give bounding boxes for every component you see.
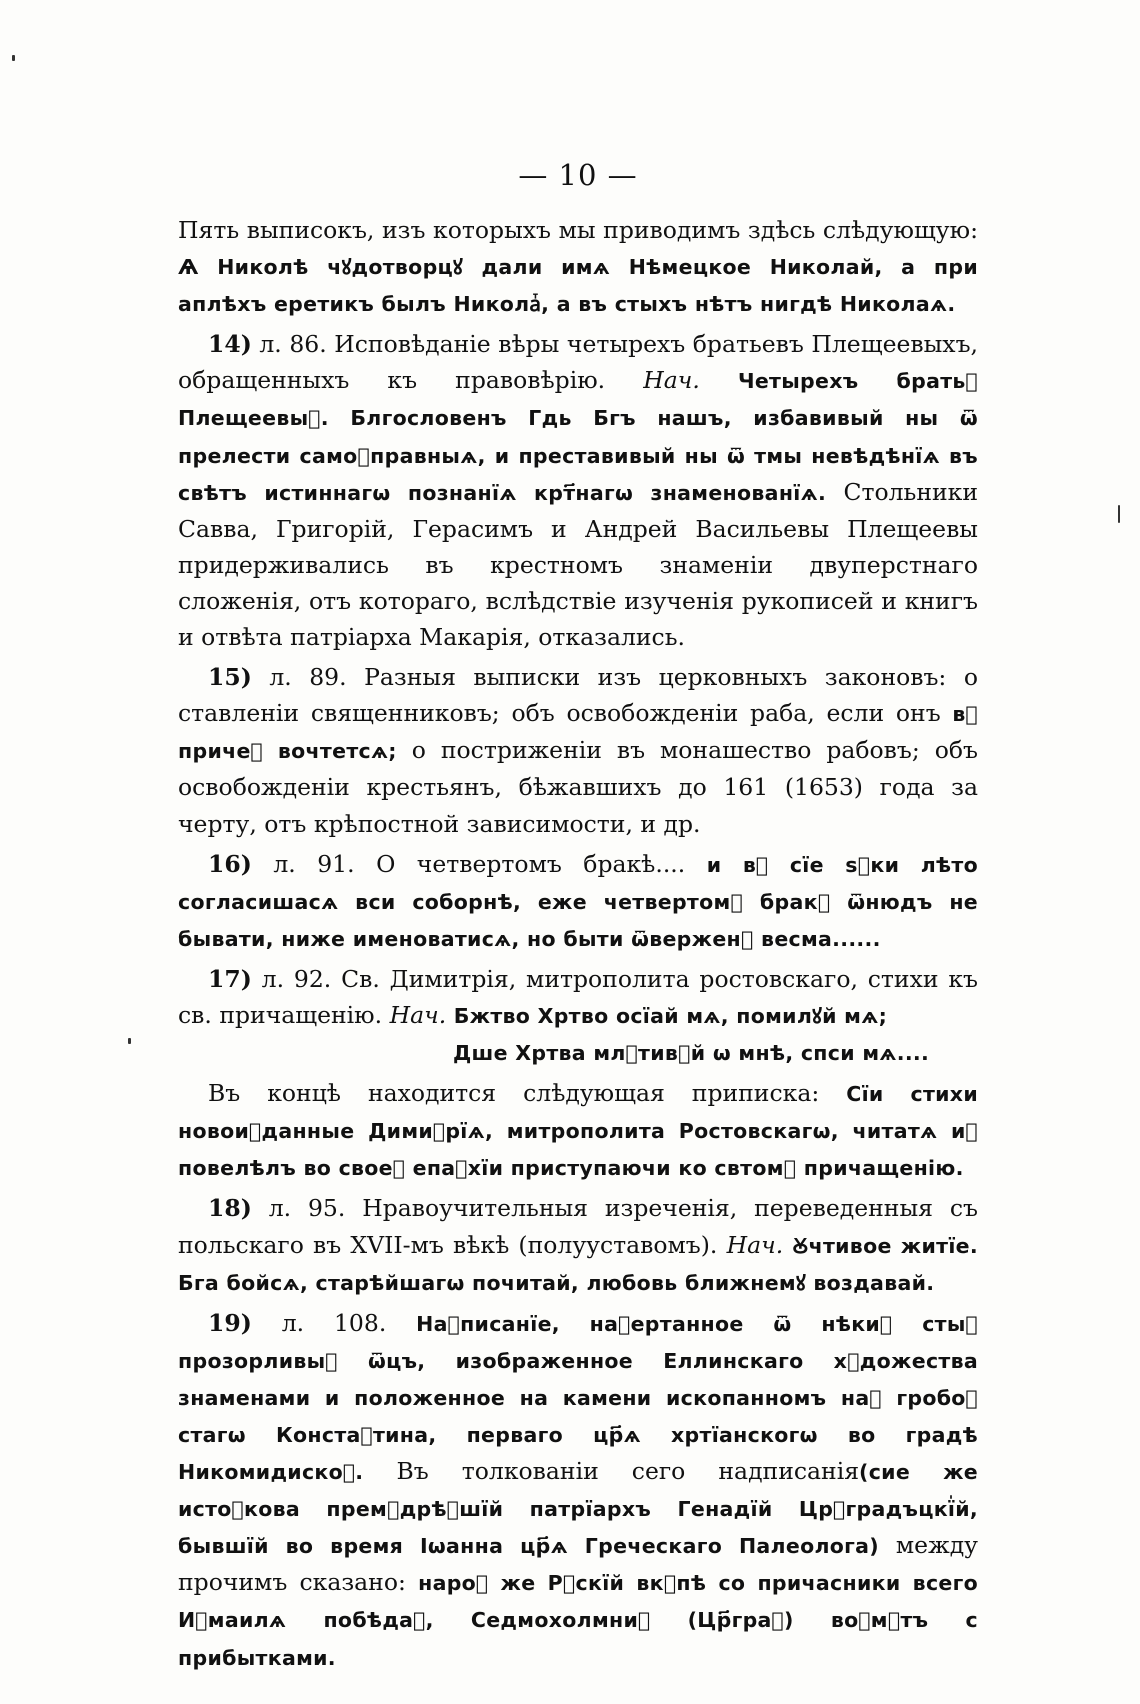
entry-17 — [178, 961, 978, 1034]
intro-text: Пять выписокъ, изъ которыхъ мы приводимъ здѣсь слѣдующую: — [178, 216, 978, 244]
folio-ref: л. 86. — [259, 330, 327, 359]
entry-14 — [178, 326, 978, 655]
entry-number: 19) — [208, 1308, 252, 1337]
entry-number: 17) — [208, 964, 252, 993]
slavonic-quote: вⷱ причеⷮ вочтетсѧ; — [178, 702, 978, 764]
slavonic-quote: (сие же истоⷱкова премꙋдрѣⷭшїй патрїархъ Генадїй Црⷭградъцкїй, бывшїй во время Іѡанна цр҃ѧ Греческаго Палеолога) — [178, 1460, 978, 1559]
entry-text: Исповѣданіе вѣры четырехъ братьевъ Плещеевыхъ, обращенныхъ къ правовѣрію. — [178, 330, 978, 395]
folio-ref: л. 89. — [269, 663, 347, 692]
page-number: — 10 — — [518, 158, 638, 192]
entry-number: 16) — [208, 849, 252, 878]
slavonic-quote: Сїи стихи новоиⷣданные Димиⷮрїѧ, митрополита Ростовскагѡ, читатѧ иⷯ повелѣлъ во своеⷨ епаⷬхїи приступаючи ко свтомꙋ причащенію. — [178, 1082, 978, 1181]
note-paragraph — [178, 1075, 978, 1186]
verse-line — [178, 1034, 978, 1071]
print-speck — [128, 1038, 131, 1044]
entry-text: О четвертомъ бракѣ.... — [376, 849, 686, 878]
entry-text: Въ толкованіи сего надписанія — [396, 1457, 860, 1486]
folio-ref: л. 92. — [261, 964, 332, 993]
entry-text: Разныя выписки изъ церковныхъ законовъ: о ставленіи священниковъ; объ освобожденіи раба, если онъ — [178, 663, 978, 728]
entry-text: Въ концѣ находится слѣдующая приписка: — [208, 1079, 820, 1108]
incipit-label: Нач. — [643, 366, 700, 395]
entry-number: 18) — [208, 1194, 252, 1223]
slavonic-quote: Бжтво Хртво осїай мѧ, помилꙋй мѧ; — [453, 1003, 888, 1028]
slavonic-quote: Четырехъ братьⷡ Плещеевыⷯ. Блгословенъ Гдь Бгъ нашъ, избавивый ны ѿ прелести самоꙋправныѧ, и преставивый ны ѿ тмы невѣдѣнїѧ въ свѣтъ истиннагѡ познанїѧ крт҃нагѡ знаменованїѧ. — [178, 369, 978, 505]
entry-text: Нравоучительныя изреченія, переведенныя съ польскаго въ XVII-мъ вѣкѣ (полууставомъ). — [178, 1194, 978, 1259]
slavonic-quote: нароⷣ же Рꙋскїй вкꙋпѣ со причасники всего Иⷥмаилѧ побѣдаⷮ, Седмохолмниⷤ (Цр҃граⷣ) воⷭмꙋтъ с прибытками. — [178, 1571, 978, 1670]
entry-text: Св. Димитрія, митрополита ростовскаго, стихи къ св. причащенію. — [178, 964, 978, 1029]
entry-text: о постриженіи въ монашество рабовъ; объ освобожденіи крестьянъ, бѣжавшихъ до 161 (1653) года за черту, отъ крѣпостной зависимости, и др. — [178, 736, 978, 838]
folio-ref: л. 95. — [268, 1194, 346, 1223]
slavonic-quote: и вⷭ сїе ѕꙋки лѣто согласишасѧ вси соборнѣ, еже четвертомꙋ бракꙋ ѿнюдъ не бывати, ниже именоватисѧ, но быти ѿверженꙋ весма...... — [178, 852, 978, 951]
folio-ref: л. 108. — [281, 1308, 387, 1337]
intro-paragraph — [178, 212, 978, 322]
incipit-label: Нач. — [389, 1000, 447, 1029]
entry-19 — [178, 1305, 978, 1676]
entry-16 — [178, 846, 978, 957]
folio-ref: л. 91. — [273, 849, 355, 878]
slavonic-quote: Ѧ Николѣ чꙋдотворцꙋ дали имѧ Нѣмецкое Николай, а при аплѣхъ еретикъ былъ Николаⷮ, а въ стыхъ нѣтъ нигдѣ Николаѧ. — [178, 255, 978, 317]
document-page — [178, 158, 978, 1676]
entry-text: Стольники Савва, Григорій, Герасимъ и Андрей Васильевы Плещеевы придерживались въ крестномъ знаменіи двуперстнаго сложенія, отъ котораго, вслѣдствіе изученія рукописей и книгъ и отвѣта патріарха Макарія, отказались. — [178, 477, 978, 652]
slavonic-quote: Дше Хртва млⷭтивꙋй ѡ мнѣ, спси мѧ.... — [453, 1041, 930, 1066]
entry-18 — [178, 1190, 978, 1300]
slavonic-quote: Ꙋчтивое житїе. Бга бойсѧ, старѣйшагѡ почитай, любовь ближнемꙋ воздавай. — [178, 1233, 978, 1295]
slavonic-quote: Наⷣписанїе, наⷱертанное ѿ нѣкиⷯ стыⷯ прозорливыⷯ ѿцъ, изображенное Еллинскаго хꙋдожества знаменами и положенное на камени ископанномъ наⷣ гробоⷨ стагѡ Констаⷩтина, перваго цр҃ѧ хртїанскогѡ во градѣ Никомидискоⷨ. — [178, 1311, 978, 1485]
entry-text: между прочимъ сказано: — [178, 1531, 978, 1597]
entry-number: 15) — [208, 663, 252, 692]
incipit-label: Нач. — [726, 1230, 784, 1259]
print-speck — [1118, 505, 1120, 523]
entry-number: 14) — [208, 330, 252, 359]
entry-15 — [178, 659, 978, 841]
print-speck — [12, 55, 15, 61]
